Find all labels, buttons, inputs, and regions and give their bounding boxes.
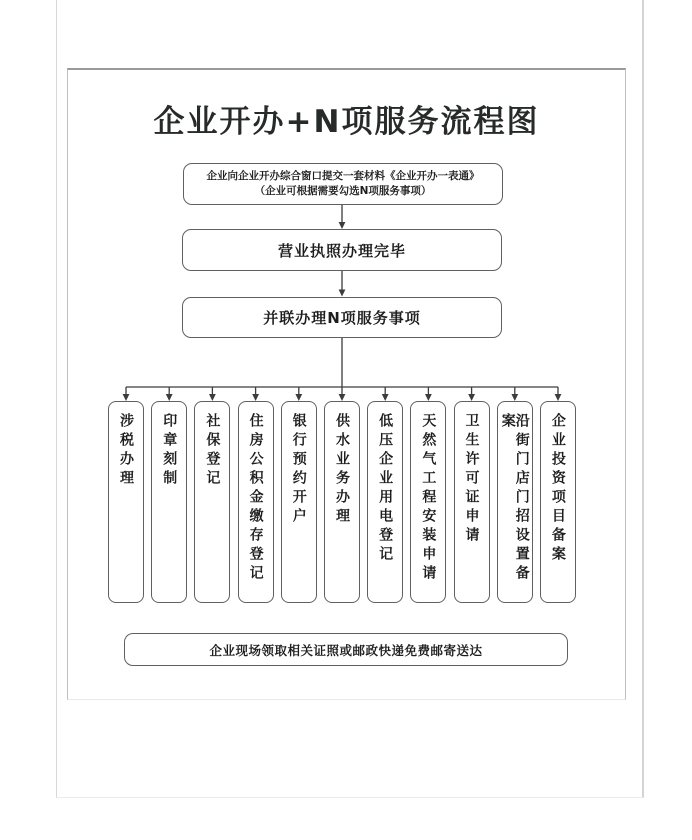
delivery-label: 企业现场领取相关证照或邮政快递免费邮寄送达 [209,642,483,658]
flow-box-submit-materials [183,163,503,205]
submit-line1: 企业向企业开办综合窗口提交一套材料《企业开办一表通》 [206,170,480,182]
service-label: 企业投资项目备案 [549,413,566,565]
service-box-social-insurance [194,401,230,603]
license-done-label: 营业执照办理完毕 [277,241,406,260]
service-label: 卫生许可证申请 [463,413,480,546]
service-label: 天然气工程安装申请 [420,413,437,584]
service-label: 沿街门店门招设置备案 [499,413,530,584]
service-box-investment-filing [540,401,576,603]
flow-box-license-done [182,229,502,271]
service-box-storefront-sign [497,401,533,603]
flow-box-delivery [124,633,568,666]
service-label: 印章刻制 [161,413,178,489]
flow-box-parallel-services [182,297,502,338]
service-label: 涉税办理 [118,413,134,489]
page-title: 企业开办+N项服务流程图 [153,104,540,140]
service-box-health-permit [454,401,490,603]
service-box-bank-account [281,401,317,603]
service-label: 银行预约开户 [290,413,307,527]
services-row [108,401,576,603]
parallel-services-label: 并联办理N项服务事项 [263,309,421,327]
service-box-housing-fund [238,401,274,603]
service-box-tax [108,401,144,603]
service-label: 社保登记 [204,413,221,489]
submit-line2: （企业可根据需要勾选N项服务事项） [254,185,432,197]
service-label: 供水业务办理 [333,413,350,527]
service-box-water [324,401,360,603]
service-box-gas [410,401,446,603]
service-label: 低压企业用电登记 [377,413,394,565]
service-label: 住房公积金缴存登记 [247,413,264,584]
service-box-electricity [367,401,403,603]
service-box-seal [151,401,187,603]
flow-box-submit-text [207,169,480,199]
